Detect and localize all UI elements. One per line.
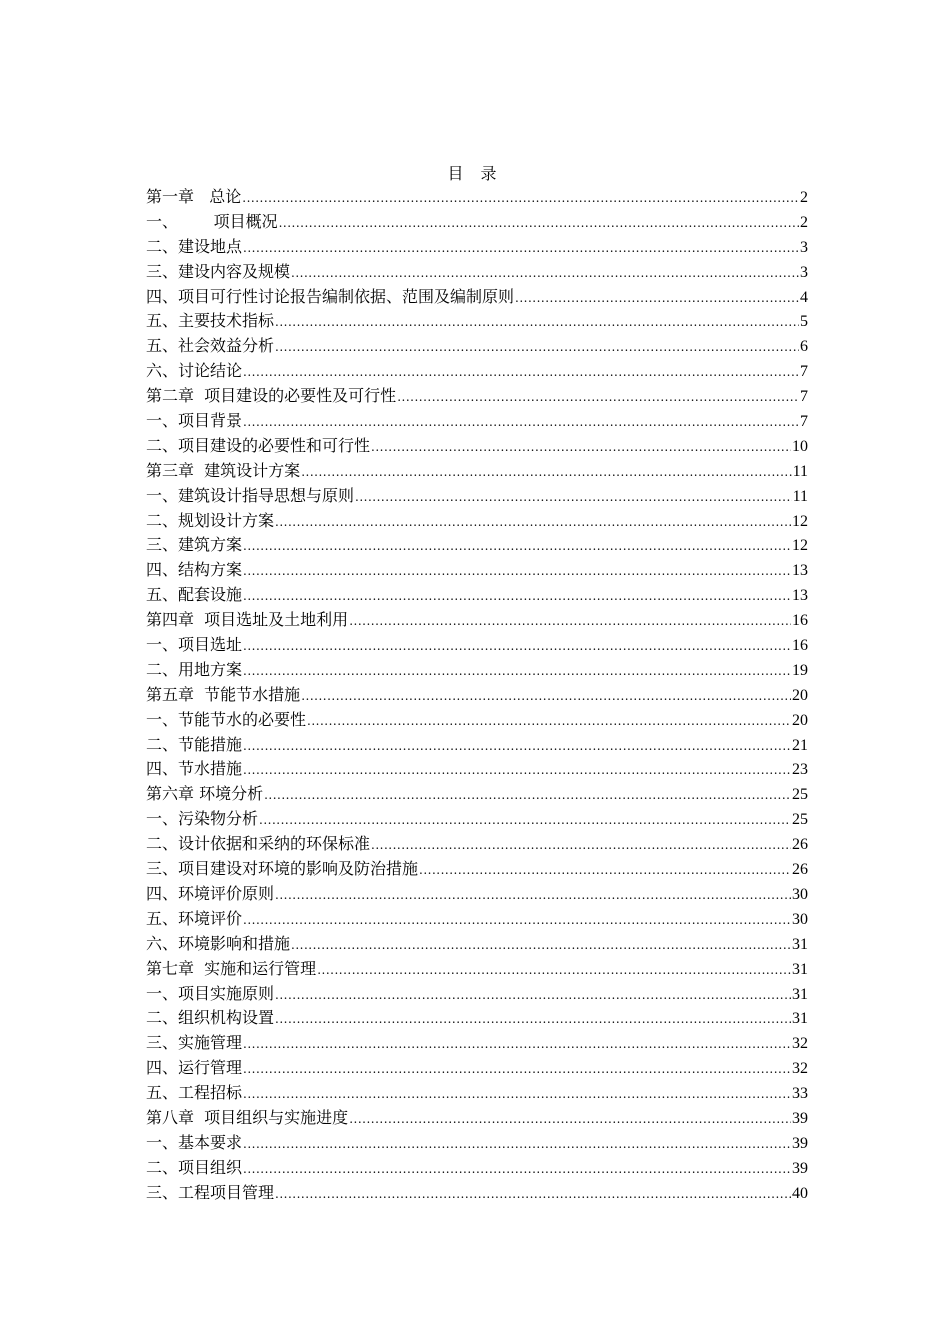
toc-entry-label: 五、环境评价 bbox=[146, 908, 243, 928]
toc-leader-dots bbox=[279, 211, 799, 235]
toc-entry-page-number: 25 bbox=[792, 811, 808, 829]
toc-entry[interactable] bbox=[146, 1006, 808, 1031]
toc-leader-dots bbox=[243, 236, 799, 260]
toc-entry[interactable] bbox=[146, 583, 808, 608]
toc-entry[interactable] bbox=[146, 558, 808, 583]
toc-entry[interactable] bbox=[146, 384, 808, 409]
toc-entry[interactable] bbox=[146, 658, 808, 683]
toc-entry[interactable] bbox=[146, 285, 808, 310]
toc-entry-label: 二、设计依据和采纳的环保标准 bbox=[146, 834, 371, 854]
toc-leader-dots bbox=[264, 783, 791, 807]
toc-entry-label: 三、建筑方案 bbox=[146, 535, 243, 555]
toc-leader-dots bbox=[349, 1107, 791, 1131]
toc-entry-label: 第一章 总论 bbox=[146, 187, 242, 206]
toc-leader-dots bbox=[355, 485, 792, 509]
toc-entry-page-number: 2 bbox=[800, 213, 808, 231]
toc-entry-page-number: 31 bbox=[792, 1010, 808, 1028]
toc-entry-label: 第三章 建筑设计方案 bbox=[146, 460, 301, 480]
toc-entry-label: 二、建设地点 bbox=[146, 236, 243, 256]
toc-leader-dots bbox=[371, 435, 791, 459]
toc-entry-page-number: 20 bbox=[792, 686, 808, 704]
toc-leader-dots bbox=[301, 684, 791, 708]
toc-entry[interactable] bbox=[146, 608, 808, 633]
toc-leader-dots bbox=[243, 659, 791, 683]
toc-entry-label: 一、项目选址 bbox=[146, 635, 243, 655]
toc-entry-label: 一、污染物分析 bbox=[146, 809, 259, 829]
toc-entry[interactable] bbox=[146, 782, 808, 807]
toc-entry-page-number: 16 bbox=[792, 637, 808, 655]
toc-entry-label: 四、环境评价原则 bbox=[146, 883, 275, 903]
toc-entry-label: 第六章 环境分析 bbox=[146, 784, 264, 804]
toc-entry-label: 三、项目建设对环境的影响及防治措施 bbox=[146, 859, 419, 879]
toc-entry-label: 三、实施管理 bbox=[146, 1033, 243, 1053]
toc-entry-label: 五、主要技术指标 bbox=[146, 311, 275, 331]
toc-entry-label: 五、配套设施 bbox=[146, 585, 243, 605]
toc-entry[interactable] bbox=[146, 907, 808, 932]
toc-entry-page-number: 32 bbox=[792, 1035, 808, 1053]
toc-entry-label: 六、环境影响和措施 bbox=[146, 933, 291, 953]
toc-entry-page-number: 25 bbox=[792, 786, 808, 804]
toc-entry[interactable] bbox=[146, 1081, 808, 1106]
toc-entry-page-number: 13 bbox=[792, 562, 808, 580]
toc-entry-label: 四、项目可行性讨论报告编制依据、范围及编制原则 bbox=[146, 286, 515, 306]
toc-entry[interactable] bbox=[146, 708, 808, 733]
toc-leader-dots bbox=[243, 410, 799, 434]
toc-entry-label: 二、节能措施 bbox=[146, 734, 243, 754]
toc-entry[interactable] bbox=[146, 1031, 808, 1056]
toc-entry-page-number: 3 bbox=[800, 238, 808, 256]
toc-leader-dots bbox=[275, 883, 791, 907]
toc-entry-label: 四、结构方案 bbox=[146, 560, 243, 580]
toc-entry-page-number: 11 bbox=[792, 487, 808, 505]
toc-entry[interactable] bbox=[146, 832, 808, 857]
toc-entry[interactable] bbox=[146, 857, 808, 882]
toc-leader-dots bbox=[275, 983, 791, 1007]
toc-entry[interactable] bbox=[146, 757, 808, 782]
toc-leader-dots bbox=[243, 758, 791, 782]
toc-leader-dots bbox=[317, 958, 791, 982]
toc-entry-page-number: 16 bbox=[792, 612, 808, 630]
toc-entry-page-number: 23 bbox=[792, 761, 808, 779]
toc-entry-page-number: 31 bbox=[792, 985, 808, 1003]
toc-entry[interactable] bbox=[146, 807, 808, 832]
toc-leader-dots bbox=[397, 385, 799, 409]
toc-entry-label: 二、用地方案 bbox=[146, 659, 243, 679]
toc-entry-label: 二、规划设计方案 bbox=[146, 510, 275, 530]
toc-leader-dots bbox=[275, 1182, 791, 1206]
toc-entry-page-number: 6 bbox=[800, 338, 808, 356]
toc-list bbox=[146, 185, 808, 1206]
toc-entry[interactable] bbox=[146, 334, 808, 359]
toc-entry[interactable] bbox=[146, 459, 808, 484]
toc-entry-label: 二、项目组织 bbox=[146, 1157, 243, 1177]
toc-entry-label: 第五章 节能节水措施 bbox=[146, 684, 301, 704]
toc-leader-dots bbox=[291, 933, 791, 957]
toc-entry-page-number: 31 bbox=[792, 960, 808, 978]
toc-leader-dots bbox=[301, 460, 791, 484]
toc-entry-label: 三、建设内容及规模 bbox=[146, 261, 291, 281]
toc-entry-page-number: 26 bbox=[792, 861, 808, 879]
toc-leader-dots bbox=[243, 584, 791, 608]
toc-leader-dots bbox=[242, 186, 799, 210]
toc-leader-dots bbox=[371, 833, 791, 857]
toc-leader-dots bbox=[243, 1082, 791, 1106]
toc-entry[interactable] bbox=[146, 509, 808, 534]
toc-leader-dots bbox=[515, 286, 799, 310]
toc-entry[interactable] bbox=[146, 260, 808, 285]
toc-entry-label: 一、建筑设计指导思想与原则 bbox=[146, 485, 355, 505]
toc-entry-label: 二、组织机构设置 bbox=[146, 1008, 275, 1028]
toc-entry-label: 三、工程项目管理 bbox=[146, 1182, 275, 1202]
toc-entry-page-number: 12 bbox=[792, 537, 808, 555]
toc-leader-dots bbox=[243, 360, 799, 384]
toc-leader-dots bbox=[275, 510, 791, 534]
toc-entry-page-number: 2 bbox=[800, 189, 808, 206]
toc-entry-page-number: 4 bbox=[800, 288, 808, 306]
toc-leader-dots bbox=[275, 335, 799, 359]
toc-entry[interactable] bbox=[146, 484, 808, 509]
toc-entry[interactable] bbox=[146, 882, 808, 907]
toc-entry[interactable] bbox=[146, 1131, 808, 1156]
toc-entry-page-number: 7 bbox=[800, 388, 808, 406]
toc-entry-label: 第八章 项目组织与实施进度 bbox=[146, 1107, 349, 1127]
toc-entry[interactable] bbox=[146, 733, 808, 758]
toc-entry-label: 一、基本要求 bbox=[146, 1132, 243, 1152]
toc-leader-dots bbox=[243, 1032, 791, 1056]
toc-entry[interactable] bbox=[146, 1181, 808, 1206]
toc-leader-dots bbox=[243, 1057, 791, 1081]
toc-entry-label: 第七章 实施和运行管理 bbox=[146, 958, 317, 978]
toc-entry-page-number: 5 bbox=[800, 313, 808, 331]
toc-entry-label: 六、讨论结论 bbox=[146, 361, 243, 381]
toc-title: 目 录 bbox=[447, 164, 503, 183]
toc-entry-page-number: 40 bbox=[792, 1184, 808, 1202]
toc-entry[interactable] bbox=[146, 434, 808, 459]
toc-entry-page-number: 33 bbox=[792, 1085, 808, 1103]
toc-entry-page-number: 32 bbox=[792, 1060, 808, 1078]
toc-entry[interactable] bbox=[146, 185, 808, 210]
toc-entry-label: 五、工程招标 bbox=[146, 1083, 243, 1103]
toc-entry-page-number: 19 bbox=[792, 661, 808, 679]
toc-entry[interactable] bbox=[146, 359, 808, 384]
toc-entry-page-number: 10 bbox=[792, 437, 808, 455]
toc-entry-page-number: 21 bbox=[792, 736, 808, 754]
toc-leader-dots bbox=[243, 908, 791, 932]
toc-entry[interactable] bbox=[146, 957, 808, 982]
toc-entry-page-number: 26 bbox=[792, 836, 808, 854]
toc-entry[interactable] bbox=[146, 1156, 808, 1181]
toc-entry[interactable] bbox=[146, 1106, 808, 1131]
toc-leader-dots bbox=[243, 1157, 791, 1181]
toc-leader-dots bbox=[243, 534, 791, 558]
toc-entry-page-number: 3 bbox=[800, 263, 808, 281]
toc-entry[interactable] bbox=[146, 409, 808, 434]
toc-leader-dots bbox=[259, 808, 791, 832]
toc-leader-dots bbox=[275, 310, 799, 334]
toc-leader-dots bbox=[349, 609, 791, 633]
toc-entry-label: 五、社会效益分析 bbox=[146, 336, 275, 356]
toc-entry[interactable] bbox=[146, 235, 808, 260]
toc-entry[interactable] bbox=[146, 932, 808, 957]
toc-entry-page-number: 39 bbox=[792, 1159, 808, 1177]
toc-entry[interactable] bbox=[146, 210, 808, 235]
toc-entry-page-number: 39 bbox=[792, 1134, 808, 1152]
toc-leader-dots bbox=[307, 709, 791, 733]
toc-entry-page-number: 20 bbox=[792, 711, 808, 729]
toc-entry-page-number: 30 bbox=[792, 910, 808, 928]
toc-leader-dots bbox=[243, 634, 791, 658]
toc-leader-dots bbox=[243, 734, 791, 758]
toc-entry-page-number: 31 bbox=[792, 935, 808, 953]
toc-entry[interactable] bbox=[146, 533, 808, 558]
toc-entry-label: 一、项目实施原则 bbox=[146, 983, 275, 1003]
toc-leader-dots bbox=[275, 1007, 791, 1031]
toc-entry-page-number: 12 bbox=[792, 512, 808, 530]
toc-entry-page-number: 7 bbox=[800, 413, 808, 431]
toc-entry-label: 第四章 项目选址及土地利用 bbox=[146, 610, 349, 630]
toc-entry-label: 一、节能节水的必要性 bbox=[146, 709, 307, 729]
toc-leader-dots bbox=[243, 559, 791, 583]
toc-entry-page-number: 13 bbox=[792, 587, 808, 605]
toc-entry-page-number: 7 bbox=[800, 363, 808, 381]
toc-entry-page-number: 30 bbox=[792, 885, 808, 903]
toc-entry-label: 一、 项目概况 bbox=[146, 211, 278, 231]
toc-entry[interactable] bbox=[146, 982, 808, 1007]
toc-entry-page-number: 39 bbox=[792, 1109, 808, 1127]
toc-entry-label: 四、运行管理 bbox=[146, 1058, 243, 1078]
toc-leader-dots bbox=[291, 261, 799, 285]
toc-leader-dots bbox=[419, 858, 791, 882]
toc-entry[interactable] bbox=[146, 683, 808, 708]
toc-entry-label: 第二章 项目建设的必要性及可行性 bbox=[146, 386, 397, 406]
toc-entry[interactable] bbox=[146, 1056, 808, 1081]
toc-leader-dots bbox=[243, 1132, 791, 1156]
toc-entry-label: 一、项目背景 bbox=[146, 411, 243, 431]
toc-entry-label: 二、项目建设的必要性和可行性 bbox=[146, 435, 371, 455]
toc-entry[interactable] bbox=[146, 309, 808, 334]
toc-entry-page-number: 11 bbox=[792, 462, 808, 480]
toc-entry[interactable] bbox=[146, 633, 808, 658]
toc-entry-label: 四、节水措施 bbox=[146, 759, 243, 779]
